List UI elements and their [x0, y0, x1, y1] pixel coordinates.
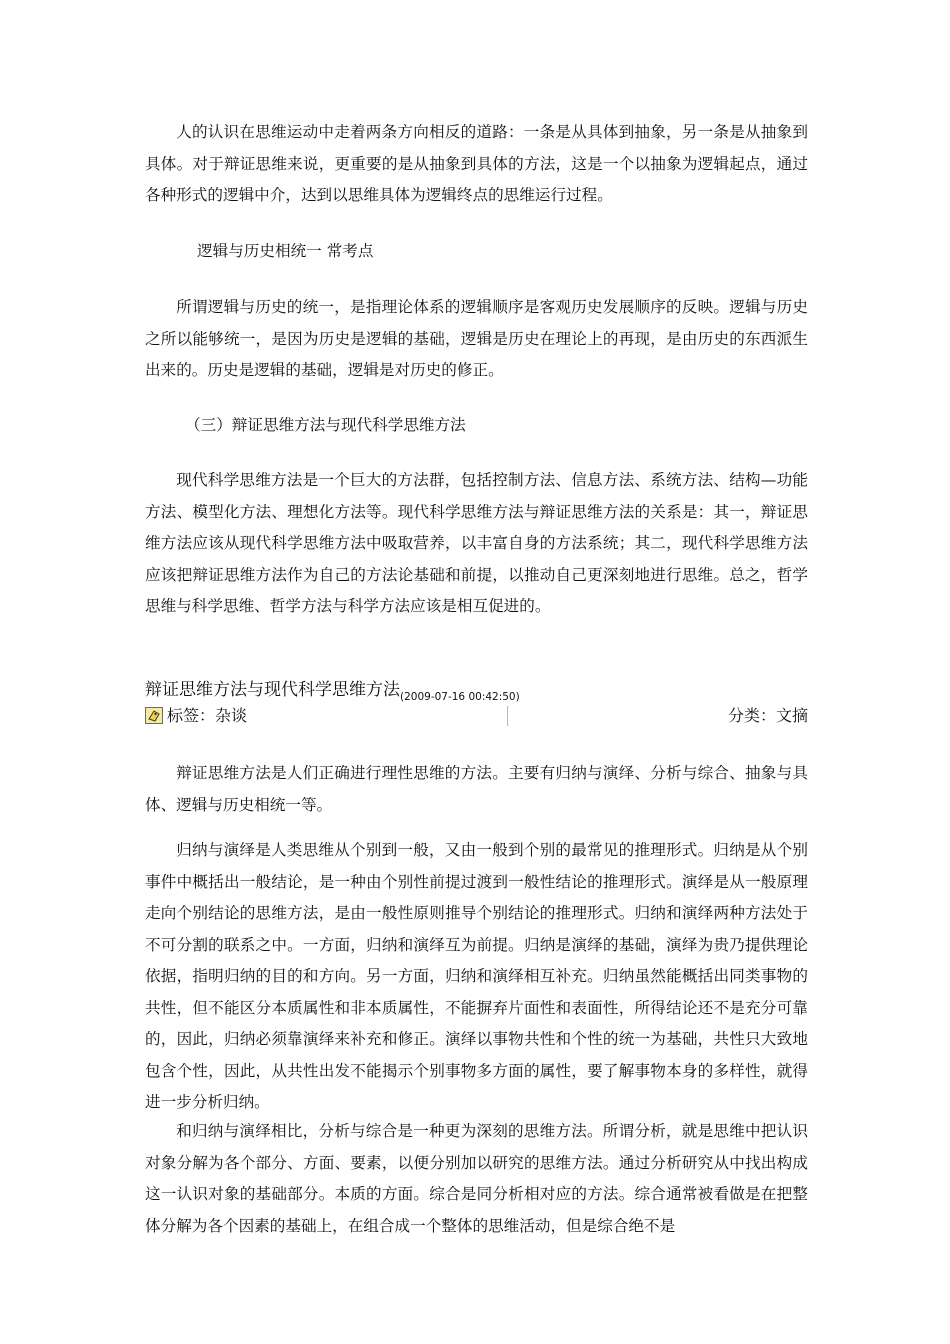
tag-icon [145, 707, 163, 724]
category-label[interactable]: 分类：文摘 [727, 706, 808, 725]
post-title [145, 678, 520, 704]
paragraph-abstract-concrete: 人的认识在思维运动中走着两条方向相反的道路：一条是从具体到抽象，另一条是从抽象到具体。对于辩证思维来说，更重要的是从抽象到具体的方法，这是一个以抽象为逻辑起点，通过各种形式的逻辑中介，达到以思维具体为逻辑终点的思维运行过程。 [145, 123, 808, 204]
meta-divider [507, 706, 508, 726]
post-meta-row [145, 704, 808, 728]
post-title-text: 辩证思维方法与现代科学思维方法 [145, 680, 400, 700]
paragraph-intro: 辩证思维方法是人们正确进行理性思维的方法。主要有归纳与演绎、分析与综合、抽象与具体、逻辑与历史相统一等。 [145, 764, 808, 814]
paragraph-analysis-synthesis: 和归纳与演绎相比，分析与综合是一种更为深刻的思维方法。所谓分析，就是思维中把认识对象分解为各个部分、方面、要素，以便分别加以研究的思维方法。通过分析研究从中找出构成这一认识对象的基础部分。本质的方面。综合是同分析相对应的方法。综合通常被看做是在把整体分解为各个因素的基础上，在组合成一个整体的思维活动，但是综合绝不是 [145, 1122, 808, 1235]
post-date: (2009-07-16 00:42:50) [400, 691, 520, 703]
heading-section-three: （三）辩证思维方法与现代科学思维方法 [185, 416, 466, 434]
tag-label[interactable]: 标签：杂谈 [167, 706, 248, 725]
paragraph-induction-deduction: 归纳与演绎是人类思维从个别到一般，又由一般到个别的最常见的推理形式。归纳是从个别事件中概括出一般结论，是一种由个别性前提过渡到一般性结论的推理形式。演绎是从一般原理走向个别结论的思维方法，是由一般性原则推导个别结论的推理形式。归纳和演绎两种方法处于不可分割的联系之中。一方面，归纳和演绎互为前提。归纳是演绎的基础，演绎为贵乃提供理论依据，指明归纳的目的和方向。另一方面，归纳和演绎相互补充。归纳虽然能概括出同类事物的共性，但不能区分本质属性和非本质属性，不能摒弃片面性和表面性，所得结论还不是充分可靠的，因此，归纳必须靠演绎来补充和修正。演绎以事物共性和个性的统一为基础，共性只大致地包含个性，因此，从共性出发不能揭示个别事物多方面的属性，要了解事物本身的多样性，就得进一步分析归纳。 [145, 841, 808, 1111]
paragraph-modern-methods: 现代科学思维方法是一个巨大的方法群，包括控制方法、信息方法、系统方法、结构—功能方法、模型化方法、理想化方法等。现代科学思维方法与辩证思维方法的关系是：其一，辩证思维方法应该从现代科学思维方法中吸取营养，以丰富自身的方法系统；其二，现代科学思维方法应该把辩证思维方法作为自己的方法论基础和前提，以推动自己更深刻地进行思维。总之，哲学思维与科学思维、哲学方法与科学方法应该是相互促进的。 [145, 471, 808, 615]
heading-logic-history: 逻辑与历史相统一 常考点 [197, 242, 374, 260]
paragraph-logic-history: 所谓逻辑与历史的统一，是指理论体系的逻辑顺序是客观历史发展顺序的反映。逻辑与历史之所以能够统一，是因为历史是逻辑的基础，逻辑是历史在理论上的再现，是由历史的东西派生出来的。历史是逻辑的基础，逻辑是对历史的修正。 [145, 298, 808, 379]
